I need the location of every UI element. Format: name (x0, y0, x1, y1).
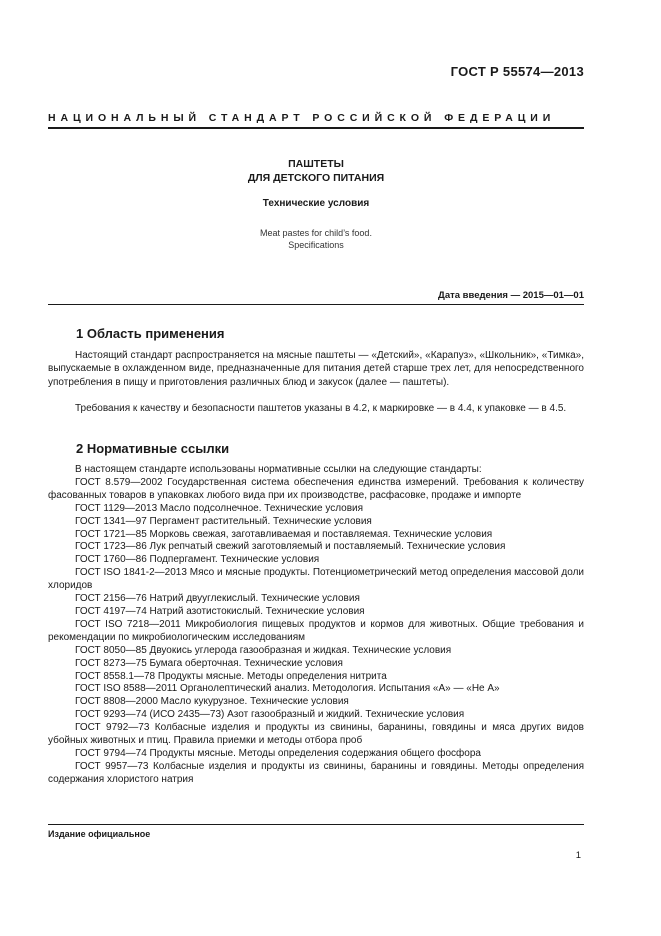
reference-item: ГОСТ 1723—86 Лук репчатый свежий заготовляемый и поставляемый. Технические условия (75, 541, 506, 553)
standard-line: НАЦИОНАЛЬНЫЙ СТАНДАРТ РОССИЙСКОЙ ФЕДЕРАЦИИ (48, 112, 556, 124)
section-1-paragraph-1 (48, 349, 584, 389)
reference-item: ГОСТ 4197—74 Натрий азотистокислый. Технические условия (75, 605, 365, 617)
reference-item: ГОСТ 1129—2013 Масло подсолнечное. Технические условия (75, 502, 364, 514)
date-rule (48, 304, 584, 305)
reference-item: ГОСТ ISO 8588—2011 Органолептический анализ. Методология. Испытания «А» — «Не А» (75, 683, 500, 695)
section-2-heading: 2 Нормативные ссылки (76, 441, 230, 456)
reference-item: ГОСТ 9792—73 Колбасные изделия и продукты из свинины, баранины, говядины и мяса других видов убойных животных и птиц. Правила приемки и методы отбора проб (48, 722, 584, 747)
footer-rule (48, 824, 584, 825)
reference-item: ГОСТ 8808—2000 Масло кукурузное. Технические условия (75, 696, 349, 708)
reference-item: ГОСТ 8273—75 Бумага оберточная. Технические условия (75, 657, 343, 669)
english-title-line-1: Meat pastes for child’s food. (260, 228, 372, 238)
reference-item: ГОСТ 8.579—2002 Государственная система обеспечения единства измерений. Требования к количеству фасованных товаров в упаковках любого вида при их производстве, расфасовке, продаже и импорте (48, 476, 584, 501)
reference-item: ГОСТ 8050—85 Двуокись углерода газообразная и жидкая. Технические условия (75, 644, 452, 656)
reference-item: ГОСТ 1721—85 Морковь свежая, заготавливаемая и поставляемая. Технические условия (75, 528, 493, 540)
page-number: 1 (575, 850, 581, 861)
references-intro: В настоящем стандарте использованы нормативные ссылки на следующие стандарты: (75, 464, 482, 475)
section-1-heading: 1 Область применения (76, 326, 225, 341)
subtitle: Технические условия (262, 198, 370, 209)
reference-item: ГОСТ 8558.1—78 Продукты мясные. Методы определения нитрита (75, 670, 387, 682)
reference-item: ГОСТ 1341—97 Пергамент растительный. Технические условия (75, 515, 372, 527)
references-list (48, 464, 584, 787)
title-line-1: ПАШТЕТЫ (288, 158, 344, 170)
reference-item: ГОСТ 1760—86 Подпергамент. Технические условия (75, 554, 320, 566)
reference-item: ГОСТ 2156—76 Натрий двууглекислый. Технические условия (75, 593, 360, 605)
effective-date: Дата введения — 2015—01—01 (438, 290, 584, 301)
english-title-line-2: Specifications (288, 240, 344, 250)
reference-item: ГОСТ ISO 1841-2—2013 Мясо и мясные продукты. Потенциометрический метод определения массовой доли хлоридов (48, 567, 584, 592)
document-id: ГОСТ Р 55574—2013 (450, 64, 584, 79)
reference-item: ГОСТ 9957—73 Колбасные изделия и продукты из свинины, баранины и говядины. Методы определения содержания хлористого натрия (48, 760, 584, 785)
edition-label: Издание официальное (48, 829, 151, 839)
reference-item: ГОСТ 9794—74 Продукты мясные. Методы определения содержания общего фосфора (75, 747, 481, 759)
header-rule (48, 127, 584, 129)
section-1-paragraph-2 (48, 402, 584, 415)
paragraph-text: Требования к качеству и безопасности паштетов указаны в 4.2, к маркировке — в 4.4, к упаковке — в 4.5. (75, 403, 567, 414)
reference-item: ГОСТ 9293—74 (ИСО 2435—73) Азот газообразный и жидкий. Технические условия (75, 709, 465, 721)
paragraph-text: Настоящий стандарт распространяется на мясные паштеты — «Детский», «Карапуз», «Школьник», «Тимка», выпускаемые в охлажденном виде, предназначенные для питания детей старше трех лет, для непосредственного употребления в пищу и приготовления различных блюд и закусок (далее — паштеты). (48, 350, 584, 388)
title-line-2: ДЛЯ ДЕТСКОГО ПИТАНИЯ (247, 172, 385, 184)
reference-item: ГОСТ ISO 7218—2011 Микробиология пищевых продуктов и кормов для животных. Общие требования и рекомендации по микробиологическим исследованиям (48, 618, 584, 643)
